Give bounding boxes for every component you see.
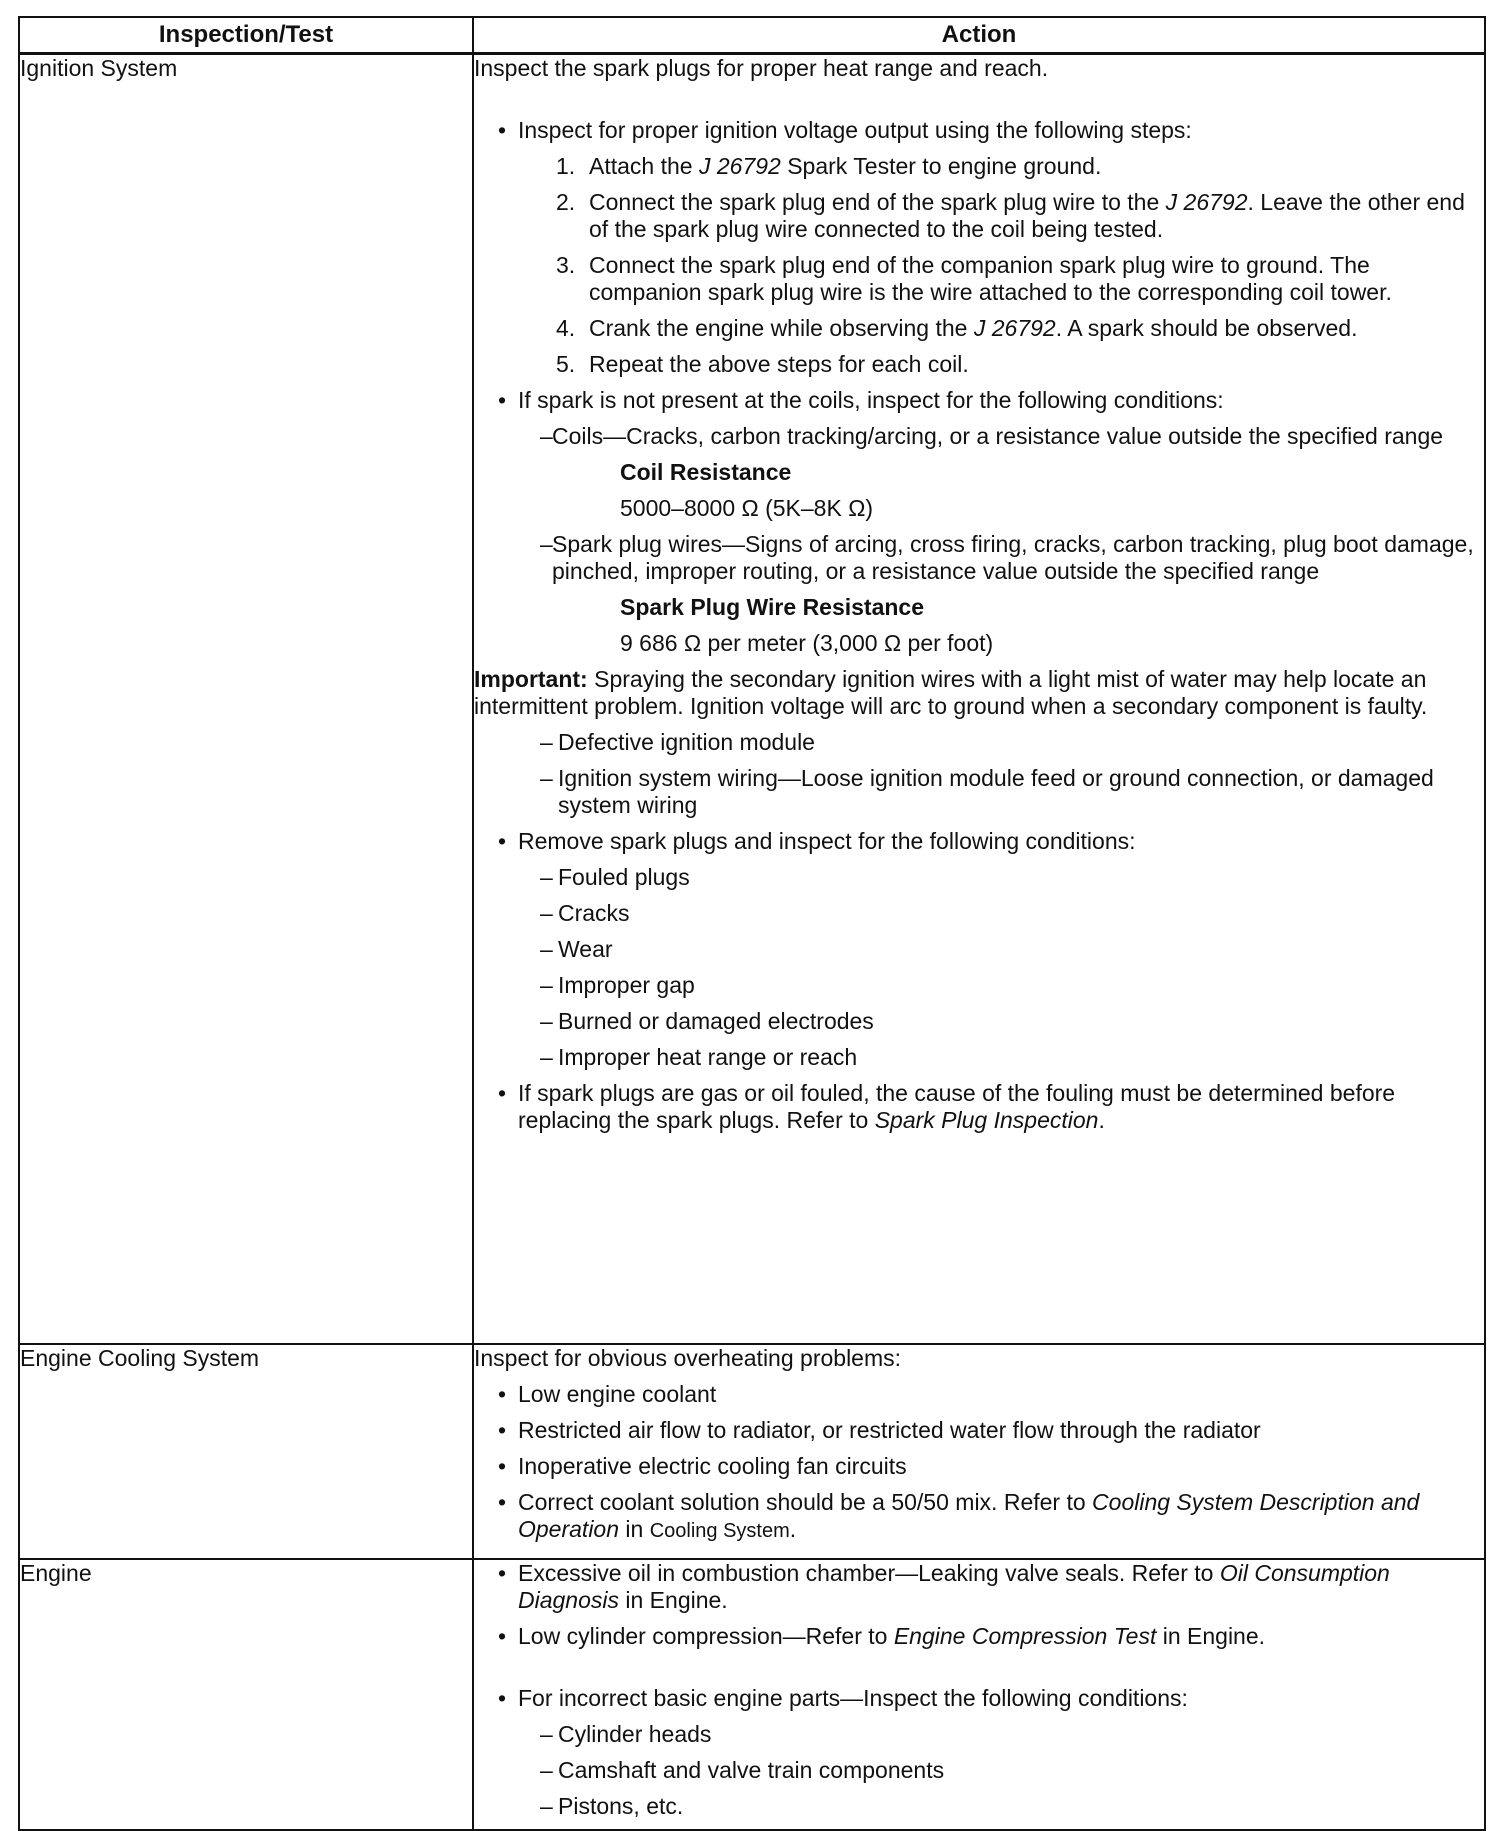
step-item: 4. Crank the engine while observing the J 26792. A spark should be observed. <box>556 315 1358 341</box>
cooling-action <box>473 1344 1485 1559</box>
plug-condition-item: – Improper heat range or reach <box>474 1044 1484 1071</box>
engine-part-item: – Camshaft and valve train components <box>474 1757 1484 1784</box>
engine-part-item: – Cylinder heads <box>474 1721 1484 1748</box>
step-item: 3. Connect the spark plug end of the companion spark plug wire to ground. The companion spark plug wire is the wire attached to the corresponding coil tower. <box>556 252 1392 305</box>
coil-resistance-value: 5000–8000 Ω (5K–8K Ω) <box>620 495 874 521</box>
wire-resistance-heading: Spark Plug Wire Resistance <box>620 594 925 620</box>
header-action: Action <box>473 17 1485 54</box>
header-row <box>19 17 1485 54</box>
compression-test-ref: Engine Compression Test <box>893 1622 1157 1649</box>
cooling-description-ref: Cooling System Description and Operation <box>518 1488 1420 1542</box>
wire-resistance-value: 9 686 Ω per meter (3,000 Ω per foot) <box>620 630 994 656</box>
spark-plug-wires-item: – Spark plug wires—Signs of arcing, cross firing, cracks, carbon tracking, plug boot damage, pinched, improper routing, or a resistance value outside the specified range <box>474 531 1484 585</box>
row-ignition-system <box>19 54 1485 1344</box>
cooling-bullet: • Inoperative electric cooling fan circuits <box>474 1453 1484 1480</box>
module-item: – Defective ignition module <box>474 729 1484 756</box>
oil-consumption-ref: Oil Consumption Diagnosis <box>518 1559 1390 1613</box>
cooling-bullet: • Low engine coolant <box>474 1381 1484 1408</box>
compression-bullet: • Low cylinder compression—Refer to Engine Compression Test in Engine. <box>474 1623 1484 1650</box>
step-item: 2. Connect the spark plug end of the spark plug wire to the J 26792. Leave the other end of the spark plug wire connected to the coil being tested. <box>556 189 1465 242</box>
diagnosis-table <box>18 16 1486 1831</box>
wiring-item: – Ignition system wiring—Loose ignition module feed or ground connection, or damaged system wiring <box>474 765 1484 819</box>
voltage-bullet: • Inspect for proper ignition voltage output using the following steps: <box>474 117 1484 144</box>
header-inspection: Inspection/Test <box>19 17 473 54</box>
plug-condition-item: – Wear <box>474 936 1484 963</box>
no-spark-bullet: • If spark is not present at the coils, inspect for the following conditions: <box>474 387 1484 414</box>
engine-action <box>473 1559 1485 1830</box>
cooling-intro: Inspect for obvious overheating problems: <box>474 1344 902 1371</box>
important-note: Important: Spraying the secondary ignition wires with a light mist of water may help locate an intermittent problem. Ignition voltage will arc to ground when a secondary component is faulty. <box>474 666 1428 719</box>
fouled-bullet: • If spark plugs are gas or oil fouled, the cause of the fouling must be determined before replacing the spark plugs. Refer to Spark Plug Inspection. <box>474 1080 1484 1134</box>
plug-condition-item: – Cracks <box>474 900 1484 927</box>
plug-condition-item: – Burned or damaged electrodes <box>474 1008 1484 1035</box>
step-item: 5. Repeat the above steps for each coil. <box>556 351 969 377</box>
coils-item: – Coils—Cracks, carbon tracking/arcing, or a resistance value outside the specified range <box>474 423 1484 450</box>
cooling-label: Engine Cooling System <box>19 1344 473 1559</box>
plug-condition-item: – Fouled plugs <box>474 864 1484 891</box>
step-item: 1. Attach the J 26792 Spark Tester to engine ground. <box>556 153 1102 179</box>
row-engine <box>19 1559 1485 1830</box>
spark-plug-inspection-ref: Spark Plug Inspection <box>874 1107 1099 1133</box>
ignition-intro: Inspect the spark plugs for proper heat range and reach. <box>474 55 1049 81</box>
ignition-label: Ignition System <box>19 54 473 1344</box>
ignition-action <box>473 54 1485 1344</box>
coil-resistance-heading: Coil Resistance <box>620 459 792 485</box>
engine-label: Engine <box>19 1559 473 1830</box>
parts-bullet: • For incorrect basic engine parts—Inspect the following conditions: <box>474 1685 1484 1712</box>
row-engine-cooling-system <box>19 1344 1485 1559</box>
cooling-bullet: • Restricted air flow to radiator, or restricted water flow through the radiator <box>474 1417 1484 1444</box>
oil-bullet: • Excessive oil in combustion chamber—Leaking valve seals. Refer to Oil Consumption Diagnosis in Engine. <box>474 1560 1484 1614</box>
plug-condition-item: – Improper gap <box>474 972 1484 999</box>
plugs-bullet: • Remove spark plugs and inspect for the following conditions: <box>474 828 1484 855</box>
engine-part-item: – Pistons, etc. <box>474 1793 1484 1820</box>
coolant-bullet: • Correct coolant solution should be a 50/50 mix. Refer to Cooling System Description and Operation in Cooling System. <box>474 1489 1484 1545</box>
